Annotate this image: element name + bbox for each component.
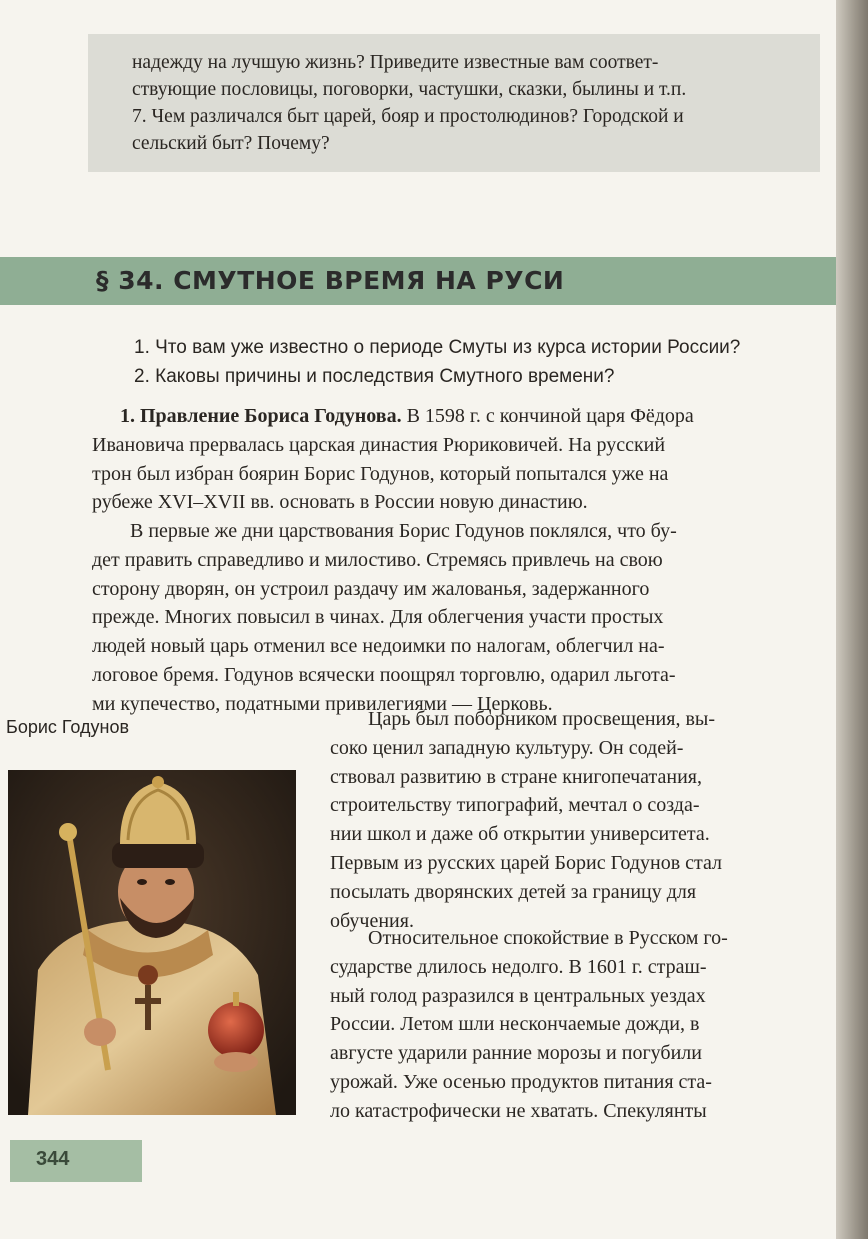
text-line: посылать дворянских детей за границу для bbox=[330, 880, 697, 903]
text-line: ный голод разразился в центральных уездах bbox=[330, 984, 706, 1007]
book-spine-shadow bbox=[836, 0, 868, 1239]
text-line: соко ценил западную культуру. Он содей- bbox=[330, 736, 684, 759]
text-line: прежде. Многих повысил в чинах. Для облегчения участи простых bbox=[92, 606, 664, 629]
page-number-box bbox=[10, 1140, 142, 1182]
text-run: В 1598 г. с кончиной царя Фёдора bbox=[401, 405, 694, 427]
text-line: Ивановича прервалась царская династия Рюриковичей. На русский bbox=[92, 433, 666, 456]
portrait-illustration bbox=[8, 770, 296, 1115]
text-line: нии школ и даже об открытии университета. bbox=[330, 823, 710, 846]
text-line: ми купечество, податными привилегиями — Церковь. bbox=[92, 692, 553, 715]
question-line: надежду на лучшую жизнь? Приведите известные вам соответ- bbox=[132, 52, 659, 73]
paragraph-3 bbox=[330, 705, 814, 935]
figure-caption: Борис Годунов bbox=[6, 717, 130, 737]
question-line: 7. Чем различался быт царей, бояр и простолюдинов? Городской и bbox=[132, 106, 684, 127]
text-line: Относительное спокойствие в Русском го- bbox=[368, 927, 728, 949]
text-line: строительству типографий, мечтал о созда- bbox=[330, 794, 700, 817]
question-line: сельский быт? Почему? bbox=[132, 133, 330, 154]
portrait-image bbox=[8, 770, 296, 1115]
text-line: рубеже XVI–XVII вв. основать в России новую династию. bbox=[92, 491, 588, 514]
text-line: Царь был поборником просвещения, вы- bbox=[368, 708, 716, 730]
text-line: трон был избран боярин Борис Годунов, который попытался уже на bbox=[92, 462, 669, 485]
intro-question: 1. Что вам уже известно о периоде Смуты из курса истории России? bbox=[134, 337, 741, 358]
intro-question: 2. Каковы причины и последствия Смутного времени? bbox=[134, 366, 615, 387]
text-line: логовое бремя. Годунов всячески поощрял торговлю, одарил льгота- bbox=[92, 663, 676, 686]
text-line: сторону дворян, он устроил раздачу им жалованья, задержанного bbox=[92, 577, 650, 600]
text-line: Первым из русских царей Борис Годунов стал bbox=[330, 851, 723, 874]
text-line: В первые же дни царствования Борис Годунов поклялся, что бу- bbox=[130, 520, 677, 542]
paragraph-1 bbox=[92, 402, 814, 517]
text-line: сударстве длилось недолго. В 1601 г. страш- bbox=[330, 955, 707, 978]
text-line: ло катастрофически не хватать. Спекулянты bbox=[330, 1099, 707, 1122]
intro-questions bbox=[134, 333, 824, 391]
text-line: дет править справедливо и милостиво. Стремясь привлечь на свою bbox=[92, 548, 663, 571]
paragraph-first-line bbox=[92, 402, 814, 431]
text-line: обучения. bbox=[330, 909, 414, 932]
text-line: урожай. Уже осенью продуктов питания ста- bbox=[330, 1070, 712, 1093]
questions-text bbox=[132, 49, 808, 157]
question-line: ствующие пословицы, поговорки, частушки, сказки, былины и т.п. bbox=[132, 79, 687, 100]
text-line: людей новый царь отменил все недоимки по налогам, облегчил на- bbox=[92, 635, 665, 658]
text-line: августе ударили ранние морозы и погубили bbox=[330, 1042, 702, 1065]
paragraph-4 bbox=[330, 924, 814, 1126]
text-line: России. Летом шли нескончаемые дожди, в bbox=[330, 1013, 700, 1036]
page-number: 344 bbox=[36, 1148, 70, 1170]
section-title: § 34. СМУТНОЕ ВРЕМЯ НА РУСИ bbox=[96, 266, 565, 295]
text-line: ствовал развитию в стране книгопечатания, bbox=[330, 765, 703, 788]
subsection-heading: 1. Правление Бориса Годунова. bbox=[120, 405, 402, 427]
paragraph-2 bbox=[92, 517, 814, 719]
